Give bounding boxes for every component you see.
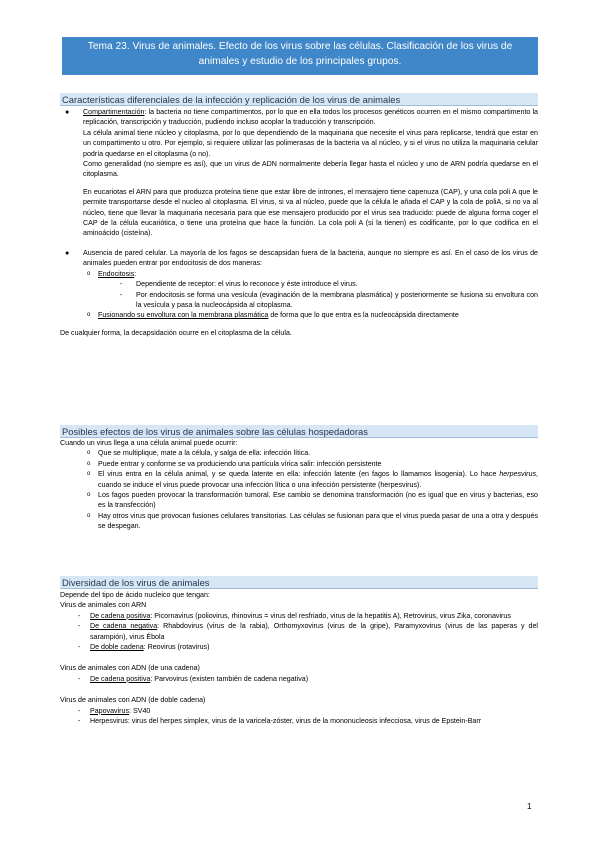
arn-positiva xyxy=(60,611,538,621)
endocitosis-label: Endocitosis xyxy=(98,269,135,278)
adn1-heading: Virus de animales con ADN (de una cadena) xyxy=(60,664,200,673)
section-heading-effects: Posibles efectos de los virus de animales sobre las células hospedadoras xyxy=(60,425,538,438)
dash-marker: - xyxy=(120,290,123,299)
arn-negativa-label: De cadena negativa xyxy=(90,622,158,631)
circle-marker: o xyxy=(87,471,91,478)
dash-marker: - xyxy=(78,706,81,715)
bullet-marker: ● xyxy=(65,108,70,116)
effect-item xyxy=(60,469,538,490)
effect-latente-italic: herpesvirus xyxy=(499,470,537,479)
dash-marker: - xyxy=(78,674,81,683)
endocitosis-receptor xyxy=(60,279,538,289)
adn2-heading: Virus de animales con ADN (de doble cadena) xyxy=(60,696,206,705)
effects-intro: Cuando un virus llega a una célula animal puede ocurrir: xyxy=(60,439,238,447)
dash-marker: - xyxy=(78,611,81,620)
diversity-intro: Depende del tipo de ácido nucleico que tengan: xyxy=(60,591,210,599)
adn2-papovavirus xyxy=(60,706,538,716)
section-effects-body xyxy=(60,438,538,532)
herpesvirus-text: Herpesvirus: virus del herpes simplex, virus de la varicela-zóster, virus de la mononucleosis infecciosa, virus de Epstein-Barr xyxy=(90,717,482,726)
document-title: Tema 23. Virus de animales. Efecto de los virus sobre las células. Clasificación de los virus de animales y estudio de los principales grupos. xyxy=(62,37,538,75)
circle-marker: o xyxy=(87,312,91,319)
endocitosis-receptor-text: Dependiente de receptor: el virus lo reconoce y éste introduce el virus. xyxy=(136,280,358,289)
adn1-positiva-text: : Parvovirus (existen también de cadena negativa) xyxy=(150,674,309,683)
section-diversity-body xyxy=(60,590,538,726)
papovavirus-label: Papovavirus xyxy=(90,706,130,715)
bullet-marker: ● xyxy=(65,248,70,257)
papovavirus-text: : SV40 xyxy=(129,706,151,715)
compartimentacion-text: : la bacteria no tiene compartimentos, por lo que en ella todos los procesos genéticos ocurren en el mismo compartimento la replicación, transcripción y traducción, pudiendo incluso acoplar la traducción y transcripción. xyxy=(83,108,538,127)
circle-marker: o xyxy=(87,460,91,467)
paragraph-nucleo-citoplasma: La célula animal tiene núcleo y citoplasma, por lo que dependiendo de la maquinaria que necesite el virus para replicarse, tendrá que estar en un compartimento u otro. Por ejemplo, si requiere utilizar las polimerasas de la bacteria va al núcleo, y si el virus no utiliza la maquinaria celular podría quedarse en el citoplasma (o no). xyxy=(83,128,538,158)
effect-item xyxy=(60,459,538,469)
circle-marker: o xyxy=(87,492,91,499)
effect-latente-a: El virus entra en la célula animal, y se queda latente en ella: infección latente (en fagos lo llamamos lisogenia). Lo hace xyxy=(98,470,500,479)
item-endocitosis xyxy=(60,269,538,279)
effect-item xyxy=(60,490,538,511)
adn2-herpesvirus xyxy=(60,716,538,726)
dash-marker: - xyxy=(78,643,81,652)
endocitosis-colon: : xyxy=(134,269,137,278)
adn1-positiva xyxy=(60,674,538,684)
paragraph-decapsidacion: De cualquier forma, la decapsidación ocurre en el citoplasma de la célula. xyxy=(60,328,292,337)
effect-transformacion: Los fagos pueden provocar la transformación tumoral. Ese cambio se denomina transformación (no es igual que en virus y bacterias, eso es la transfección) xyxy=(98,491,538,510)
arn-doble-text: : Reovirus (rotavirus) xyxy=(143,643,210,652)
arn-heading: Virus de animales con ARN xyxy=(60,601,147,610)
item-fusion xyxy=(60,310,538,320)
arn-positiva-text: : Picornavirus (poliovirus, rhinovirus = virus del resfriado, virus de la hepatitis A), Retrovirus, virus Zika, coronavirus xyxy=(150,611,511,620)
paragraph-eucariotas: En eucariotas el ARN para que produzca proteína tiene que estar libre de intrones, el mensajero tiene capenuza (CAP), y una cola poli A que le permite transportarse desde el nucleo al citoplasma. El virus, si va al núcleo, puede que la célula le añada el CAP y la cola de poliA, si no va al núcleo, tiene que llevar la maquinaria necesaria para que ese mensajero producido por el virus sea traducido: puede de alguna forma coger el CAP de la célula eucariótica, o tiene una proteína que hace la función. La cola poli A (si la tienen) es codificante, por lo que codifica en el aminoácido (cisteína). xyxy=(83,187,538,238)
arn-doble xyxy=(60,642,538,652)
circle-marker: o xyxy=(87,450,91,457)
section-characteristics-body xyxy=(60,107,538,338)
effect-litica: Que se multiplique, mate a la célula, y salga de ella: infección lítica. xyxy=(98,449,311,458)
bullet-compartimentacion xyxy=(60,107,538,239)
section-heading-diversity: Diversidad de los virus de animales xyxy=(60,576,538,589)
endocitosis-vesicula xyxy=(60,290,538,311)
section-heading-characteristics: Características diferenciales de la infección y replicación de los virus de animales xyxy=(60,93,538,106)
bullet-pared-celular xyxy=(60,248,538,269)
effect-item xyxy=(60,511,538,532)
endocitosis-vesicula-text: Por endocitosis se forma una vesícula (evaginación de la membrana plasmática) y posteriormente se fusiona su envoltura con la vesícula y pasa la nucleocápsida al citoplasma. xyxy=(136,290,538,309)
page-number: 1 xyxy=(527,802,532,811)
effect-item xyxy=(60,448,538,458)
circle-marker: o xyxy=(87,512,91,519)
paragraph-generalidad: Como generalidad (no siempre es así), que un virus de ADN normalmente debería llegar hasta el núcleo y uno de ARN podría quedarse en el citoplasma. xyxy=(83,160,538,179)
dash-marker: - xyxy=(78,622,81,631)
effect-latente-b: , cuando se induce el virus puede provocar una infección lítica o una infección persistente (herpesvirus). xyxy=(98,470,538,489)
fusion-text: de forma que lo que entra es la nucleocápsida directamente xyxy=(268,311,459,320)
arn-doble-label: De doble cadena xyxy=(90,643,144,652)
dash-marker: - xyxy=(120,280,123,289)
effect-persistente: Puede entrar y conforme se va produciendo una partícula vírica salir: infección persistente xyxy=(98,459,382,468)
arn-negativa-text: : Rhabdovirus (virus de la rabia), Orthomyxovirus (virus de la gripe), Paramyxovirus (virus de las paperas y del sarampión), virus Ébola xyxy=(90,622,538,641)
arn-positiva-label: De cadena positiva xyxy=(90,611,151,620)
circle-marker: o xyxy=(87,270,91,277)
fusion-label: Fusionando su envoltura con la membrana plasmática xyxy=(98,311,269,320)
dash-marker: - xyxy=(78,717,81,726)
compartimentacion-label: Compartimentación xyxy=(83,108,145,116)
adn1-positiva-label: De cadena positiva xyxy=(90,674,151,683)
arn-negativa xyxy=(60,621,538,642)
pared-celular-text: Ausencia de pared celular. La mayoría de los fagos se descapsidan fuera de la bacteria, aunque no siempre es así. En el caso de los virus de animales pueden entrar por endocitosis de dos maneras: xyxy=(83,248,538,268)
effect-fusiones: Hay otros virus que provocan fusiones celulares transitorias. Las células se fusionan para que el virus pueda pasar de una a otra y después se despegan. xyxy=(98,511,538,531)
